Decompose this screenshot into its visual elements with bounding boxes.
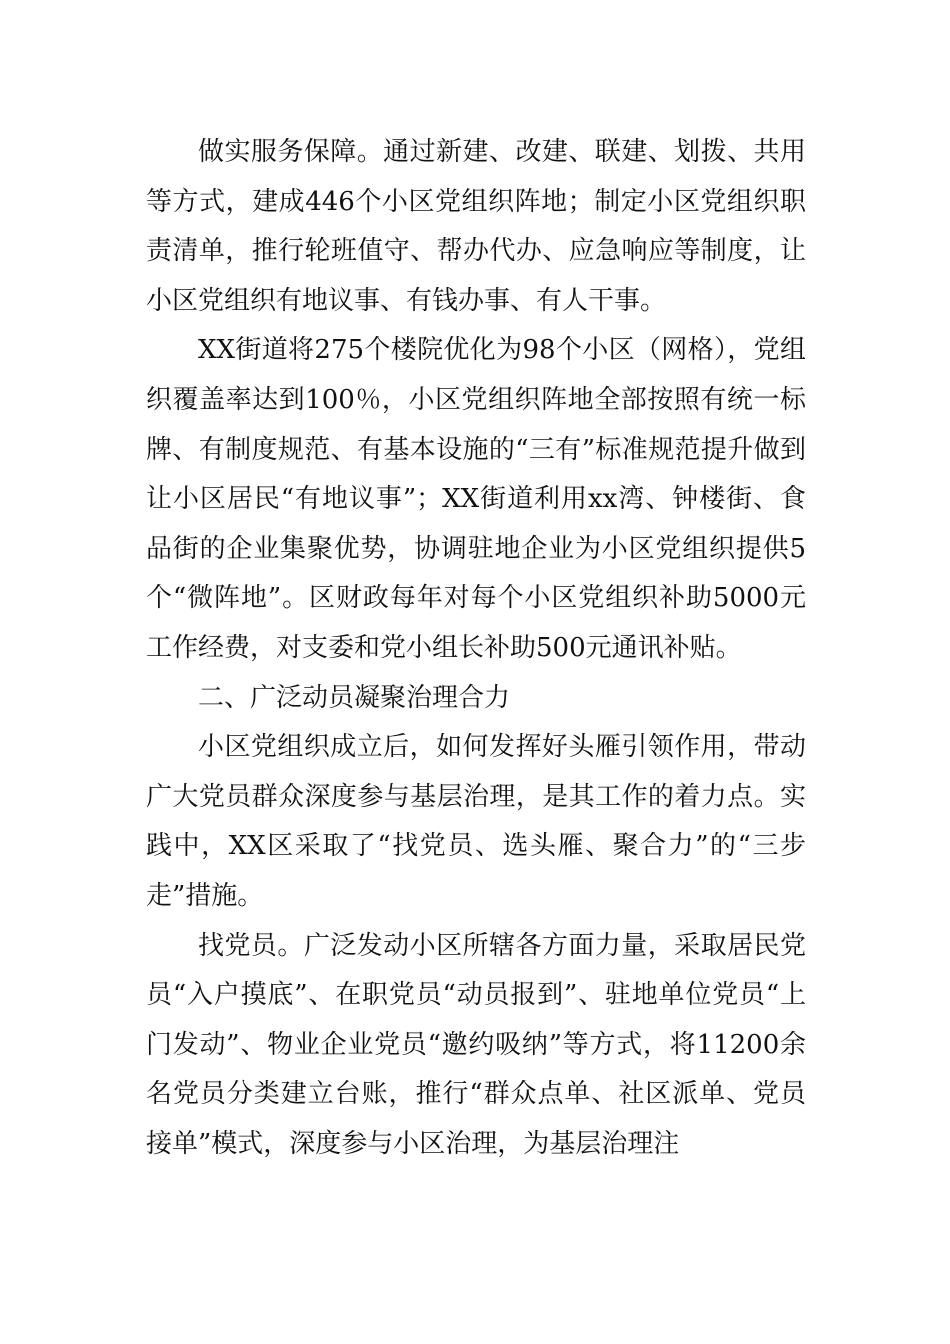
paragraph-street-example: XX街道将275个楼院优化为98个小区（网格），党组织覆盖率达到100％，小区党组织阵地全部按照有统一标牌、有制度规范、有基本设施的“三有”标准规范提升做到让小区居民“有地议事”；XX街道利用xx湾、钟楼街、食品街的企业集聚优势，协调驻地企业为小区党组织提供5个“微阵地”。区财政每年对每个小区党组织补助5000元工作经费，对支委和党小组长补助500元通讯补贴。 (146, 335, 806, 663)
document-body (146, 128, 806, 1169)
paragraph-mobilization-intro: 小区党组织成立后，如何发挥好头雁引领作用，带动广大党员群众深度参与基层治理，是其工作的着力点。实践中，XX区采取了“找党员、选头雁、聚合力”的“三步走”措施。 (146, 732, 806, 911)
paragraph-find-party-members: 找党员。广泛发动小区所辖各方面力量，采取居民党员“入户摸底”、在职党员“动员报到”、驻地单位党员“上门发动”、物业企业党员“邀约吸纳”等方式，将11200余名党员分类建立台账，推行“群众点单、社区派单、党员接单”模式，深度参与小区治理，为基层治理注 (146, 930, 806, 1159)
section-heading: 二、广泛动员凝聚治理合力 (198, 682, 511, 713)
paragraph-service-guarantee: 做实服务保障。通过新建、改建、联建、划拨、共用等方式，建成446个小区党组织阵地；制定小区党组织职责清单，推行轮班值守、帮办代办、应急响应等制度，让小区党组织有地议事、有钱办事、有人干事。 (146, 137, 806, 316)
